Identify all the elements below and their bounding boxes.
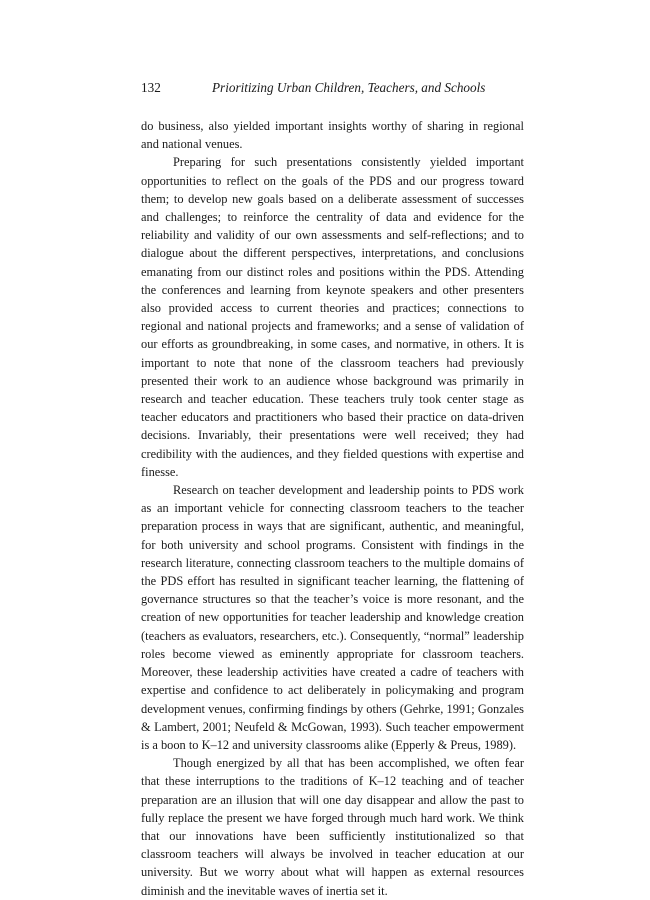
paragraph: Preparing for such presentations consistently yielded important opportunities to reflect on the goals of the PDS and our progress toward them; to develop new goals based on a deliberate assessment of successes and challenges; to reinforce the centrality of data and evidence for the reliability and validity of our own assessments and self-reflections; and to dialogue about the different perspectives, interpretations, and conclusions emanating from our distinct roles and positions within the PDS. Attending the conferences and learning from keynote speakers and other presenters also provided access to current theories and practices; connections to regional and national projects and frameworks; and a sense of validation of our efforts as groundbreaking, in some cases, and normative, in others. It is important to note that none of the classroom teachers had previously presented their work to an audience whose background was primarily in research and teacher education. These teachers truly took center stage as teacher educators and practitioners who based their practice on data-driven decisions. Invariably, their presentations were well received; they had credibility with the audiences, and they fielded questions with expertise and finesse. xyxy=(141,155,524,479)
running-head xyxy=(141,79,524,97)
body-text xyxy=(141,117,524,900)
paragraph: Though energized by all that has been accomplished, we often fear that these interruptions to the traditions of K–12 teaching and of teacher preparation are an illusion that will one day disappear and allow the past to fully replace the present we have forged through much hard work. We think that our innovations have been sufficiently institutionalized so that classroom teachers will always be involved in teacher education at our university. But we worry about what will happen as external resources diminish and the inevitable waves of inertia set it. xyxy=(141,756,524,898)
page-number: 132 xyxy=(141,80,161,95)
paragraph: do business, also yielded important insights worthy of sharing in regional and national venues. xyxy=(141,119,524,152)
paragraph: Research on teacher development and leadership points to PDS work as an important vehicle for connecting classroom teachers to the teacher preparation process in ways that are significant, authentic, and meaningful, for both university and school programs. Consistent with findings in the research literature, connecting classroom teachers to the multiple domains of the PDS effort has resulted in significant teacher learning, the flattening of governance structures so that the teacher’s voice is more resonant, and the creation of new opportunities for teacher leadership and knowledge creation (teachers as evaluators, researchers, etc.). Consequently, “normal” leadership roles become viewed as eminently appropriate for classroom teachers. Moreover, these leadership activities have created a cadre of teachers with expertise and confidence to act deliberately in policymaking and program development venues, confirming findings by others (Gehrke, 1991; Gonzales & Lambert, 2001; Neufeld & McGowan, 1993). Such teacher empowerment is a boon to K–12 and university classrooms alike (Epperly & Preus, 1989). xyxy=(141,483,524,752)
running-title: Prioritizing Urban Children, Teachers, and Schools xyxy=(212,80,486,95)
